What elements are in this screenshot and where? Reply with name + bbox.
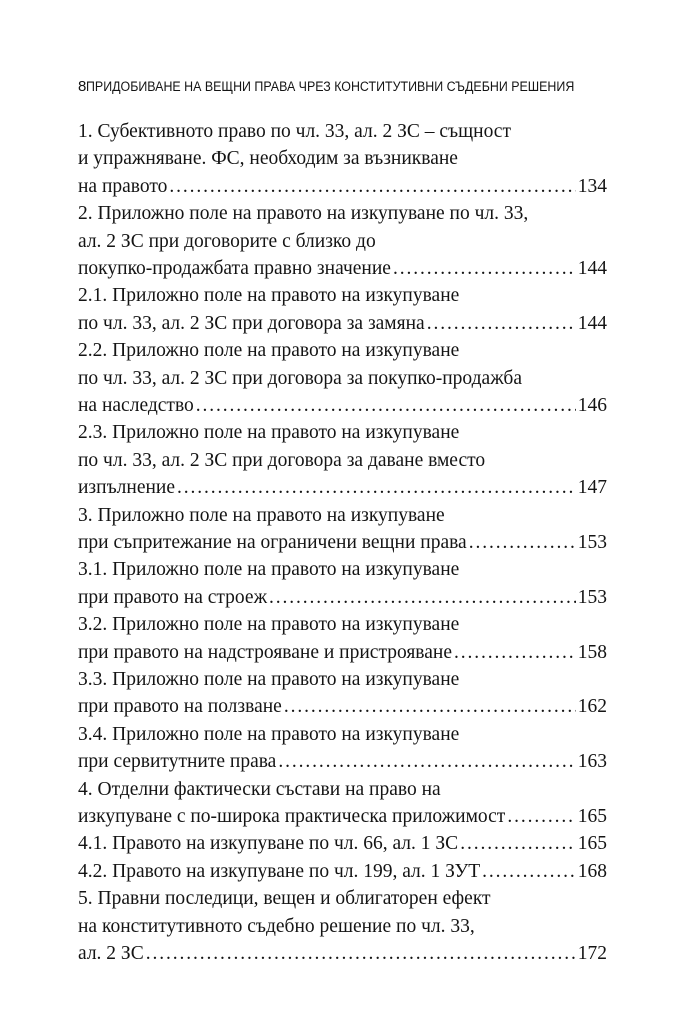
- toc-entry-line: 3.3. Приложно поле на правото на изкупуване: [78, 668, 460, 690]
- toc-entry-line: на наследство: [78, 394, 194, 416]
- toc-entry-line: 5. Правни последици, вещен и облигаторен ефект: [78, 888, 491, 910]
- toc-entry-final-line: [78, 940, 607, 967]
- toc-entry-line: при правото на надстрояване и пристрояване: [78, 641, 452, 663]
- toc-entry[interactable]: [78, 721, 607, 776]
- toc-page-number: 147: [577, 477, 607, 499]
- toc-page-number: 162: [577, 696, 607, 718]
- toc-page-number: 172: [577, 942, 607, 964]
- toc-entry[interactable]: [78, 830, 607, 857]
- toc-entry[interactable]: [78, 200, 607, 282]
- toc-entry-line: по чл. 33, ал. 2 ЗС при договора за замяна: [78, 312, 425, 334]
- toc-entry-line: 3.4. Приложно поле на правото на изкупуване: [78, 723, 460, 745]
- toc-page-number: 163: [577, 751, 607, 773]
- running-title: ПРИДОБИВАНЕ НА ВЕЩНИ ПРАВА ЧРЕЗ КОНСТИТУТИВНИ СЪДЕБНИ РЕШЕНИЯ: [86, 79, 575, 94]
- toc-entry-line: 3. Приложно поле на правото на изкупуване: [78, 504, 445, 526]
- toc-entry[interactable]: [78, 282, 607, 337]
- toc-entry-line: покупко-продажбата правно значение: [78, 257, 391, 279]
- toc-page-number: 144: [577, 312, 607, 334]
- toc-entry-line: 2.1. Приложно поле на правото на изкупуване: [78, 285, 460, 307]
- toc-entry-final-line: [78, 858, 607, 885]
- toc-entry-line: 4.2. Правото на изкупуване по чл. 199, ал. 1 ЗУТ: [78, 860, 481, 882]
- toc-entry-line: на конститутивното съдебно решение по чл. 33,: [78, 915, 475, 937]
- running-header: [78, 78, 577, 100]
- toc-entry-line: 1. Субективното право по чл. 33, ал. 2 ЗС – същност: [78, 121, 511, 142]
- toc-entry-line: 2.2. Приложно поле на правото на изкупуване: [78, 340, 460, 362]
- dot-leader: [146, 940, 576, 967]
- toc-entry-final-line: [78, 693, 607, 720]
- toc-entry[interactable]: [78, 419, 607, 501]
- toc-entry-line: 4. Отделни фактически състави на право на: [78, 778, 441, 800]
- toc-entry-line: при правото на ползване: [78, 696, 282, 718]
- toc-entry-line: изкупуване с по-широка практическа приложимост: [78, 805, 506, 827]
- toc-entry-final-line: [78, 255, 607, 282]
- toc-entry[interactable]: [78, 337, 607, 419]
- toc-entry-line: изпълнение: [78, 477, 176, 499]
- toc-page-number: 165: [577, 805, 607, 827]
- toc-page-number: 134: [577, 175, 607, 197]
- toc-entry-line: и упражняване. ФС, необходим за възникване: [78, 148, 458, 170]
- toc-entry[interactable]: [78, 858, 607, 885]
- toc-entry-final-line: [78, 310, 607, 337]
- toc-entry-line: на правото: [78, 175, 168, 197]
- toc-entry-final-line: [78, 830, 607, 857]
- page-number: 8: [78, 78, 87, 95]
- dot-leader: [278, 748, 575, 775]
- toc-entry-final-line: [78, 639, 607, 666]
- toc-page-number: 158: [577, 641, 607, 663]
- toc-entry-line: при съпритежание на ограничени вещни права: [78, 531, 467, 553]
- dot-leader: [454, 639, 576, 666]
- toc-entry-line: ал. 2 ЗС: [78, 942, 144, 964]
- toc-entry[interactable]: [78, 556, 607, 611]
- toc-entry-final-line: [78, 584, 607, 611]
- toc-entry-line: 3.1. Приложно поле на правото на изкупуване: [78, 559, 460, 581]
- dot-leader: [269, 584, 576, 611]
- dot-leader: [469, 529, 576, 556]
- toc-entry-line: 3.2. Приложно поле на правото на изкупуване: [78, 614, 460, 636]
- toc-entry-line: 2.3. Приложно поле на правото на изкупуване: [78, 422, 460, 444]
- dot-leader: [169, 173, 575, 200]
- toc-entry[interactable]: [78, 502, 607, 557]
- toc-entry[interactable]: [78, 885, 607, 967]
- toc-page-number: 168: [577, 860, 607, 882]
- toc-page-number: 153: [577, 531, 607, 553]
- dot-leader: [196, 392, 576, 419]
- dot-leader: [393, 255, 576, 282]
- toc-entry-line: при сервитутните права: [78, 751, 277, 773]
- dot-leader: [507, 803, 575, 830]
- toc-entry-final-line: [78, 173, 607, 200]
- toc-entry-line: при правото на строеж: [78, 586, 268, 608]
- toc-entry-final-line: [78, 803, 607, 830]
- toc-entry-final-line: [78, 529, 607, 556]
- dot-leader: [177, 474, 576, 501]
- toc-entry[interactable]: [78, 776, 607, 831]
- toc-page-number: 153: [577, 586, 607, 608]
- toc-entry-line: по чл. 33, ал. 2 ЗС при договора за покупко-продажба: [78, 367, 522, 389]
- toc-entry[interactable]: [78, 666, 607, 721]
- toc-entry-final-line: [78, 392, 607, 419]
- table-of-contents: [78, 118, 607, 967]
- toc-page-number: 146: [577, 394, 607, 416]
- toc-entry-final-line: [78, 474, 607, 501]
- toc-page-number: 165: [577, 833, 607, 855]
- toc-entry-final-line: [78, 748, 607, 775]
- toc-entry-line: 4.1. Правото на изкупуване по чл. 66, ал. 1 ЗС: [78, 833, 459, 855]
- dot-leader: [427, 310, 576, 337]
- dot-leader: [460, 830, 576, 857]
- dot-leader: [482, 858, 576, 885]
- toc-entry[interactable]: [78, 611, 607, 666]
- dot-leader: [284, 693, 576, 720]
- toc-entry-line: ал. 2 ЗС при договорите с близко до: [78, 230, 376, 252]
- toc-entry-line: 2. Приложно поле на правото на изкупуване по чл. 33,: [78, 203, 529, 225]
- toc-entry-line: по чл. 33, ал. 2 ЗС при договора за даване вместо: [78, 449, 486, 471]
- toc-page-number: 144: [577, 257, 607, 279]
- toc-entry[interactable]: [78, 118, 607, 200]
